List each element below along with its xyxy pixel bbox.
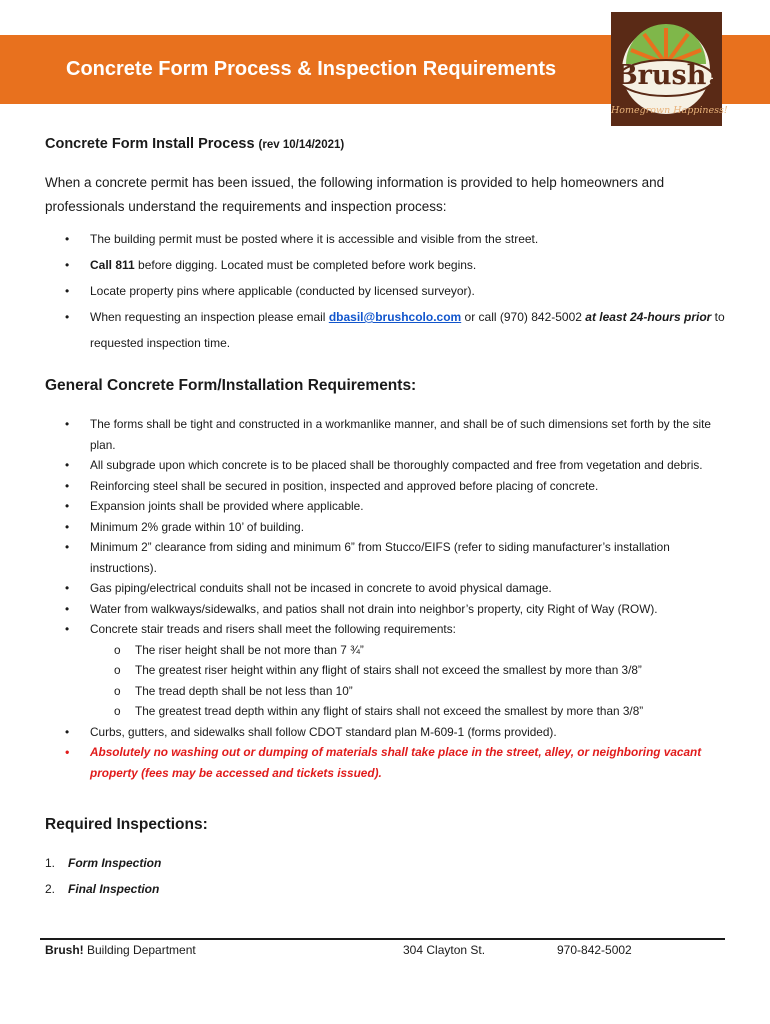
footer-phone: 970-842-5002 bbox=[557, 943, 632, 957]
list-item: • Reinforcing steel shall be secured in position, inspected and approved before placing of concrete. bbox=[45, 476, 735, 497]
warning-list-item: • Absolutely no washing out or dumping of materials shall take place in the street, alley, or neighboring vacant property (fees may be accessed and tickets issued). bbox=[45, 742, 735, 783]
install-heading-text: Concrete Form Install Process bbox=[45, 136, 255, 152]
sub-list-item: o The riser height shall be not more than 7 ¾” bbox=[90, 640, 735, 661]
list-item: • Locate property pins where applicable (conducted by licensed surveyor). bbox=[45, 278, 735, 304]
brush-logo bbox=[611, 12, 728, 126]
list-item: • When requesting an inspection please email dbasil@brushcolo.com or call (970) 842-5002 at least 24-hours prior to requested inspection time. bbox=[45, 304, 735, 356]
list-item: • Curbs, gutters, and sidewalks shall follow CDOT standard plan M-609-1 (forms provided). bbox=[45, 722, 735, 743]
list-item: • Water from walkways/sidewalks, and patios shall not drain into neighbor’s property, city Right of Way (ROW). bbox=[45, 599, 735, 620]
sub-list-item: o The greatest riser height within any flight of stairs shall not exceed the smallest by more than 3/8” bbox=[90, 660, 735, 681]
stair-requirements-text: Concrete stair treads and risers shall meet the following requirements: bbox=[90, 622, 456, 636]
list-item: • Minimum 2% grade within 10’ of building. bbox=[45, 517, 735, 538]
required-inspections-heading: Required Inspections: bbox=[45, 816, 208, 833]
install-process-list bbox=[45, 226, 735, 356]
list-item: • Expansion joints shall be provided where applicable. bbox=[45, 496, 735, 517]
list-item: 2. Final Inspection bbox=[45, 882, 160, 896]
list-item: • Minimum 2” clearance from siding and minimum 6” from Stucco/EIFS (refer to siding manufacturer’s installation instructions). bbox=[45, 537, 735, 578]
footer-address: 304 Clayton St. bbox=[403, 943, 486, 957]
logo-tagline: Homegrown Happiness! bbox=[611, 105, 728, 116]
install-process-heading bbox=[45, 136, 344, 152]
sub-list-item: o The greatest tread depth within any flight of stairs shall not exceed the smallest by more than 3/8” bbox=[90, 701, 735, 722]
stair-subitems-list bbox=[90, 640, 735, 722]
footer-org: Brush! Building Department bbox=[45, 943, 196, 957]
email-link[interactable]: dbasil@brushcolo.com bbox=[328, 310, 462, 324]
list-item: • Call 811 before digging. Located must be completed before work begins. bbox=[45, 252, 735, 278]
page-title: Concrete Form Process & Inspection Requirements bbox=[66, 58, 557, 80]
required-inspections-list bbox=[45, 850, 161, 902]
footer-divider bbox=[40, 938, 725, 940]
list-item bbox=[45, 619, 735, 722]
list-item: • The forms shall be tight and constructed in a workmanlike manner, and shall be of such dimensions set forth by the site plan. bbox=[45, 414, 735, 455]
revision-date: (rev 10/14/2021) bbox=[258, 139, 345, 151]
sub-list-item: o The tread depth shall be not less than 10” bbox=[90, 681, 735, 702]
list-item: 1. Form Inspection bbox=[45, 856, 162, 870]
logo-wordmark: Brush! bbox=[614, 60, 719, 91]
general-requirements-list bbox=[45, 414, 735, 783]
intro-paragraph: When a concrete permit has been issued, the following information is provided to help homeowners and professionals understand the requirements and inspection process: bbox=[45, 175, 665, 214]
list-item: • Gas piping/electrical conduits shall not be incased in concrete to avoid physical damage. bbox=[45, 578, 735, 599]
list-item: • All subgrade upon which concrete is to be placed shall be thoroughly compacted and free from vegetation and debris. bbox=[45, 455, 735, 476]
list-item: • The building permit must be posted where it is accessible and visible from the street. bbox=[45, 226, 735, 252]
general-requirements-heading: General Concrete Form/Installation Requirements: bbox=[45, 377, 417, 394]
